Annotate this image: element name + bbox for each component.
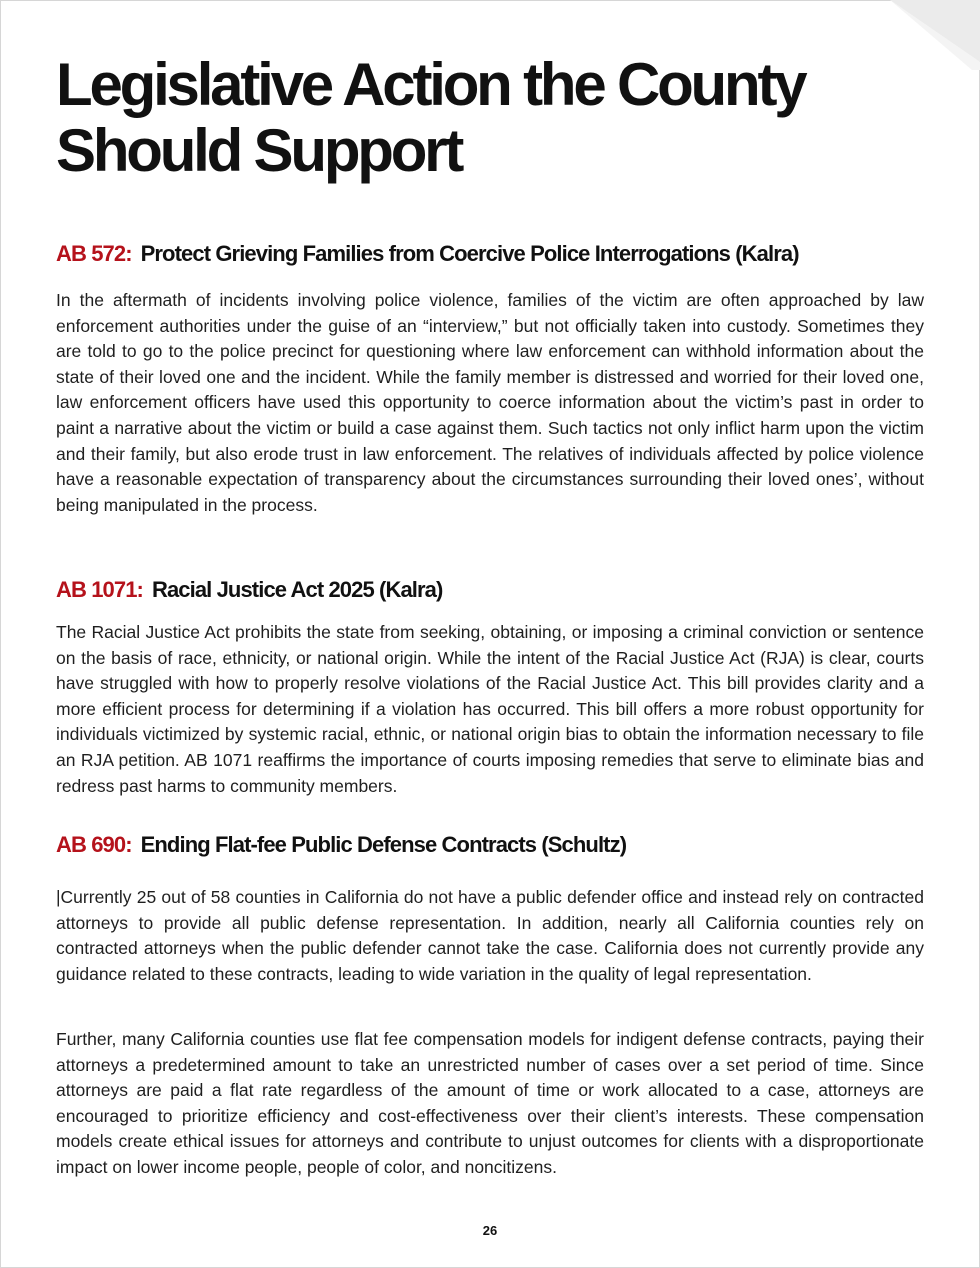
- bill-paragraph: In the aftermath of incidents involving police violence, families of the victim are often approached by law enforcement authorities under the guise of an “interview,” but not officially taken into custody. Sometimes they are told to go to the police precinct for questioning where law enforcement can withhold information about the state of their loved one and the incident. While the family member is distressed and worried for their loved one, law enforcement officers have used this opportunity to coerce information about the victim’s past in order to paint a narrative about the victim or build a case against them. Such tactics not only inflict harm upon the victim and their family, but also erode trust in law enforcement. The relatives of individuals affected by police violence have a reasonable expectation of transparency about the circumstances surrounding their loved ones’, without being manipulated in the process.: [56, 290, 924, 515]
- bill-paragraph: The Racial Justice Act prohibits the state from seeking, obtaining, or imposing a criminal conviction or sentence on the basis of race, ethnicity, or national origin. While the intent of the Racial Justice Act (RJA) is clear, courts have struggled with how to properly resolve violations of the Racial Justice Act. This bill provides clarity and a more efficient process for determining if a violation has occurred. This bill offers a more robust opportunity for individuals victimized by systemic racial, ethnic, or national origin bias to obtain the information necessary to file an RJA petition. AB 1071 reaffirms the importance of courts imposing remedies that serve to eliminate bias and redress past harms to community members.: [56, 622, 924, 796]
- bill-name: Ending Flat-fee Public Defense Contracts (Schultz): [140, 832, 627, 857]
- bill-id: AB 572:: [56, 241, 132, 266]
- page-number: 26: [482, 1223, 498, 1238]
- bill-name: Protect Grieving Families from Coercive Police Interrogations (Kalra): [140, 241, 799, 266]
- bill-id: AB 690:: [56, 832, 132, 857]
- bill-paragraph: |Currently 25 out of 58 counties in California do not have a public defender office and instead rely on contracted attorneys to provide all public defense representation. In addition, nearly all California counties rely on contracted attorneys when the public defender cannot take the case. California does not currently provide any guidance related to these contracts, leading to wide variation in the quality of legal representation.: [56, 887, 924, 984]
- bill-paragraph: Further, many California counties use flat fee compensation models for indigent defense contracts, paying their attorneys a predetermined amount to take an unrestricted number of cases over a set period of time. Since attorneys are paid a flat rate regardless of the amount of time or work allocated to a case, attorneys are encouraged to prioritize efficiency and cost-effectiveness over their client’s interests. These compensation models create ethical issues for attorneys and contribute to unjust outcomes for clients with a disproportionate impact on lower income people, people of color, and noncitizens.: [56, 1029, 924, 1177]
- bill-heading-ab1071: [56, 576, 936, 604]
- bill-heading-ab572: [56, 240, 936, 268]
- bill-name: Racial Justice Act 2025 (Kalra): [151, 577, 443, 602]
- page-title: Legislative Action the County Should Support: [56, 51, 805, 184]
- bill-heading-ab690: [56, 831, 936, 859]
- bill-id: AB 1071:: [56, 577, 143, 602]
